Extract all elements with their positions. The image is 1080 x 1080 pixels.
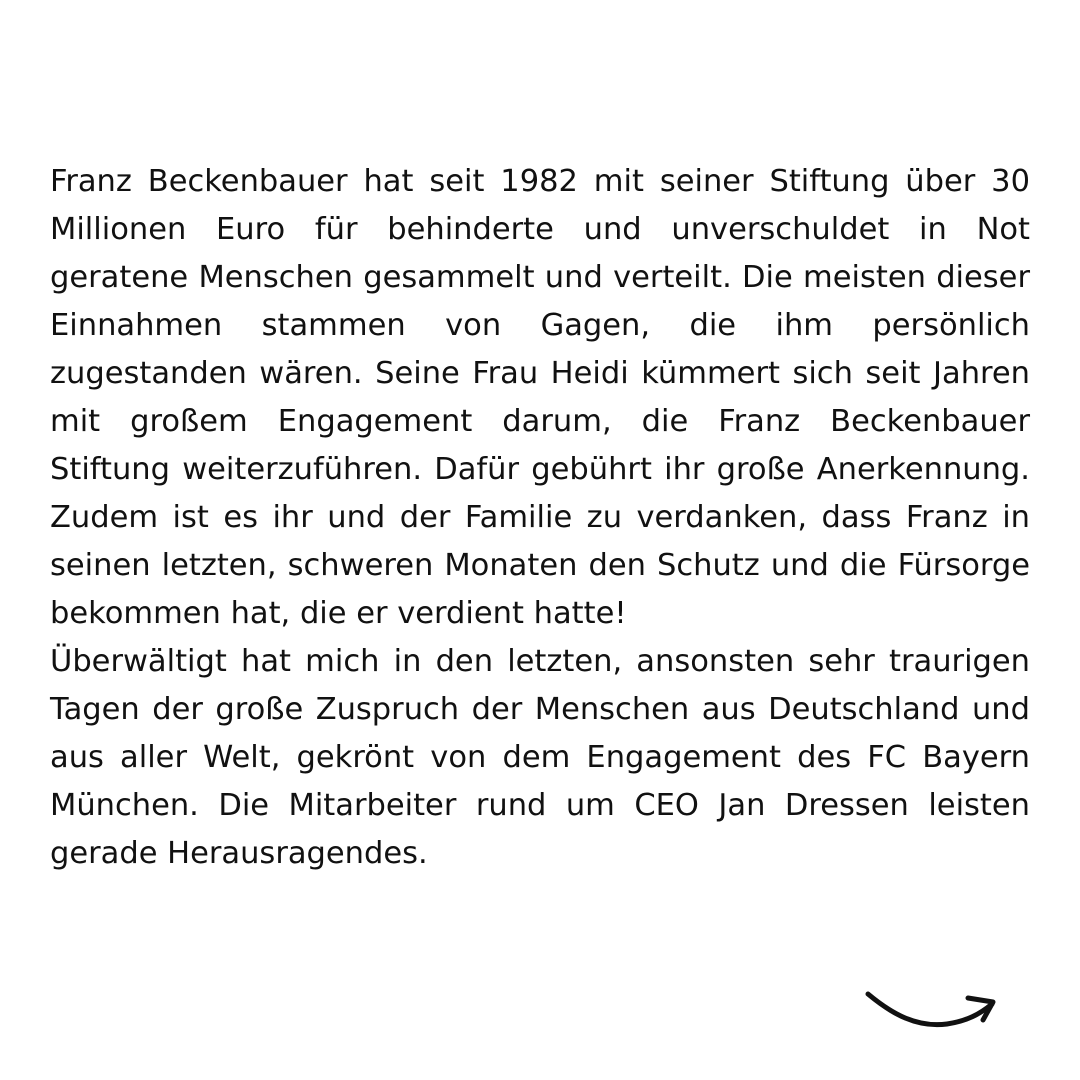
paragraph-support: Überwältigt hat mich in den letzten, ansonsten sehr traurigen Tagen der große Zuspruch der Menschen aus Deutschland und aus aller Welt, gekrönt von dem Engagement des FC Bayern München. Die Mitarbeiter rund um CEO Jan Dressen leisten gerade Herausragendes. xyxy=(50,644,1030,871)
curved-arrow-right-icon[interactable] xyxy=(862,984,1002,1038)
paragraph-foundation: Franz Beckenbauer hat seit 1982 mit seiner Stiftung über 30 Millionen Euro für behinderte und unverschuldet in Not geratene Menschen gesammelt und verteilt. Die meisten dieser Einnahmen stammen von Gagen, die ihm persönlich zugestanden wären. Seine Frau Heidi kümmert sich seit Jahren mit großem Engagement darum, die Franz Beckenbauer Stiftung weiterzuführen. Dafür gebührt ihr große Anerkennung. Zudem ist es ihr und der Familie zu verdanken, dass Franz in seinen letzten, schweren Monaten den Schutz und die Fürsorge bekommen hat, die er verdient hatte! xyxy=(50,164,1030,631)
statement-text xyxy=(50,158,1030,878)
